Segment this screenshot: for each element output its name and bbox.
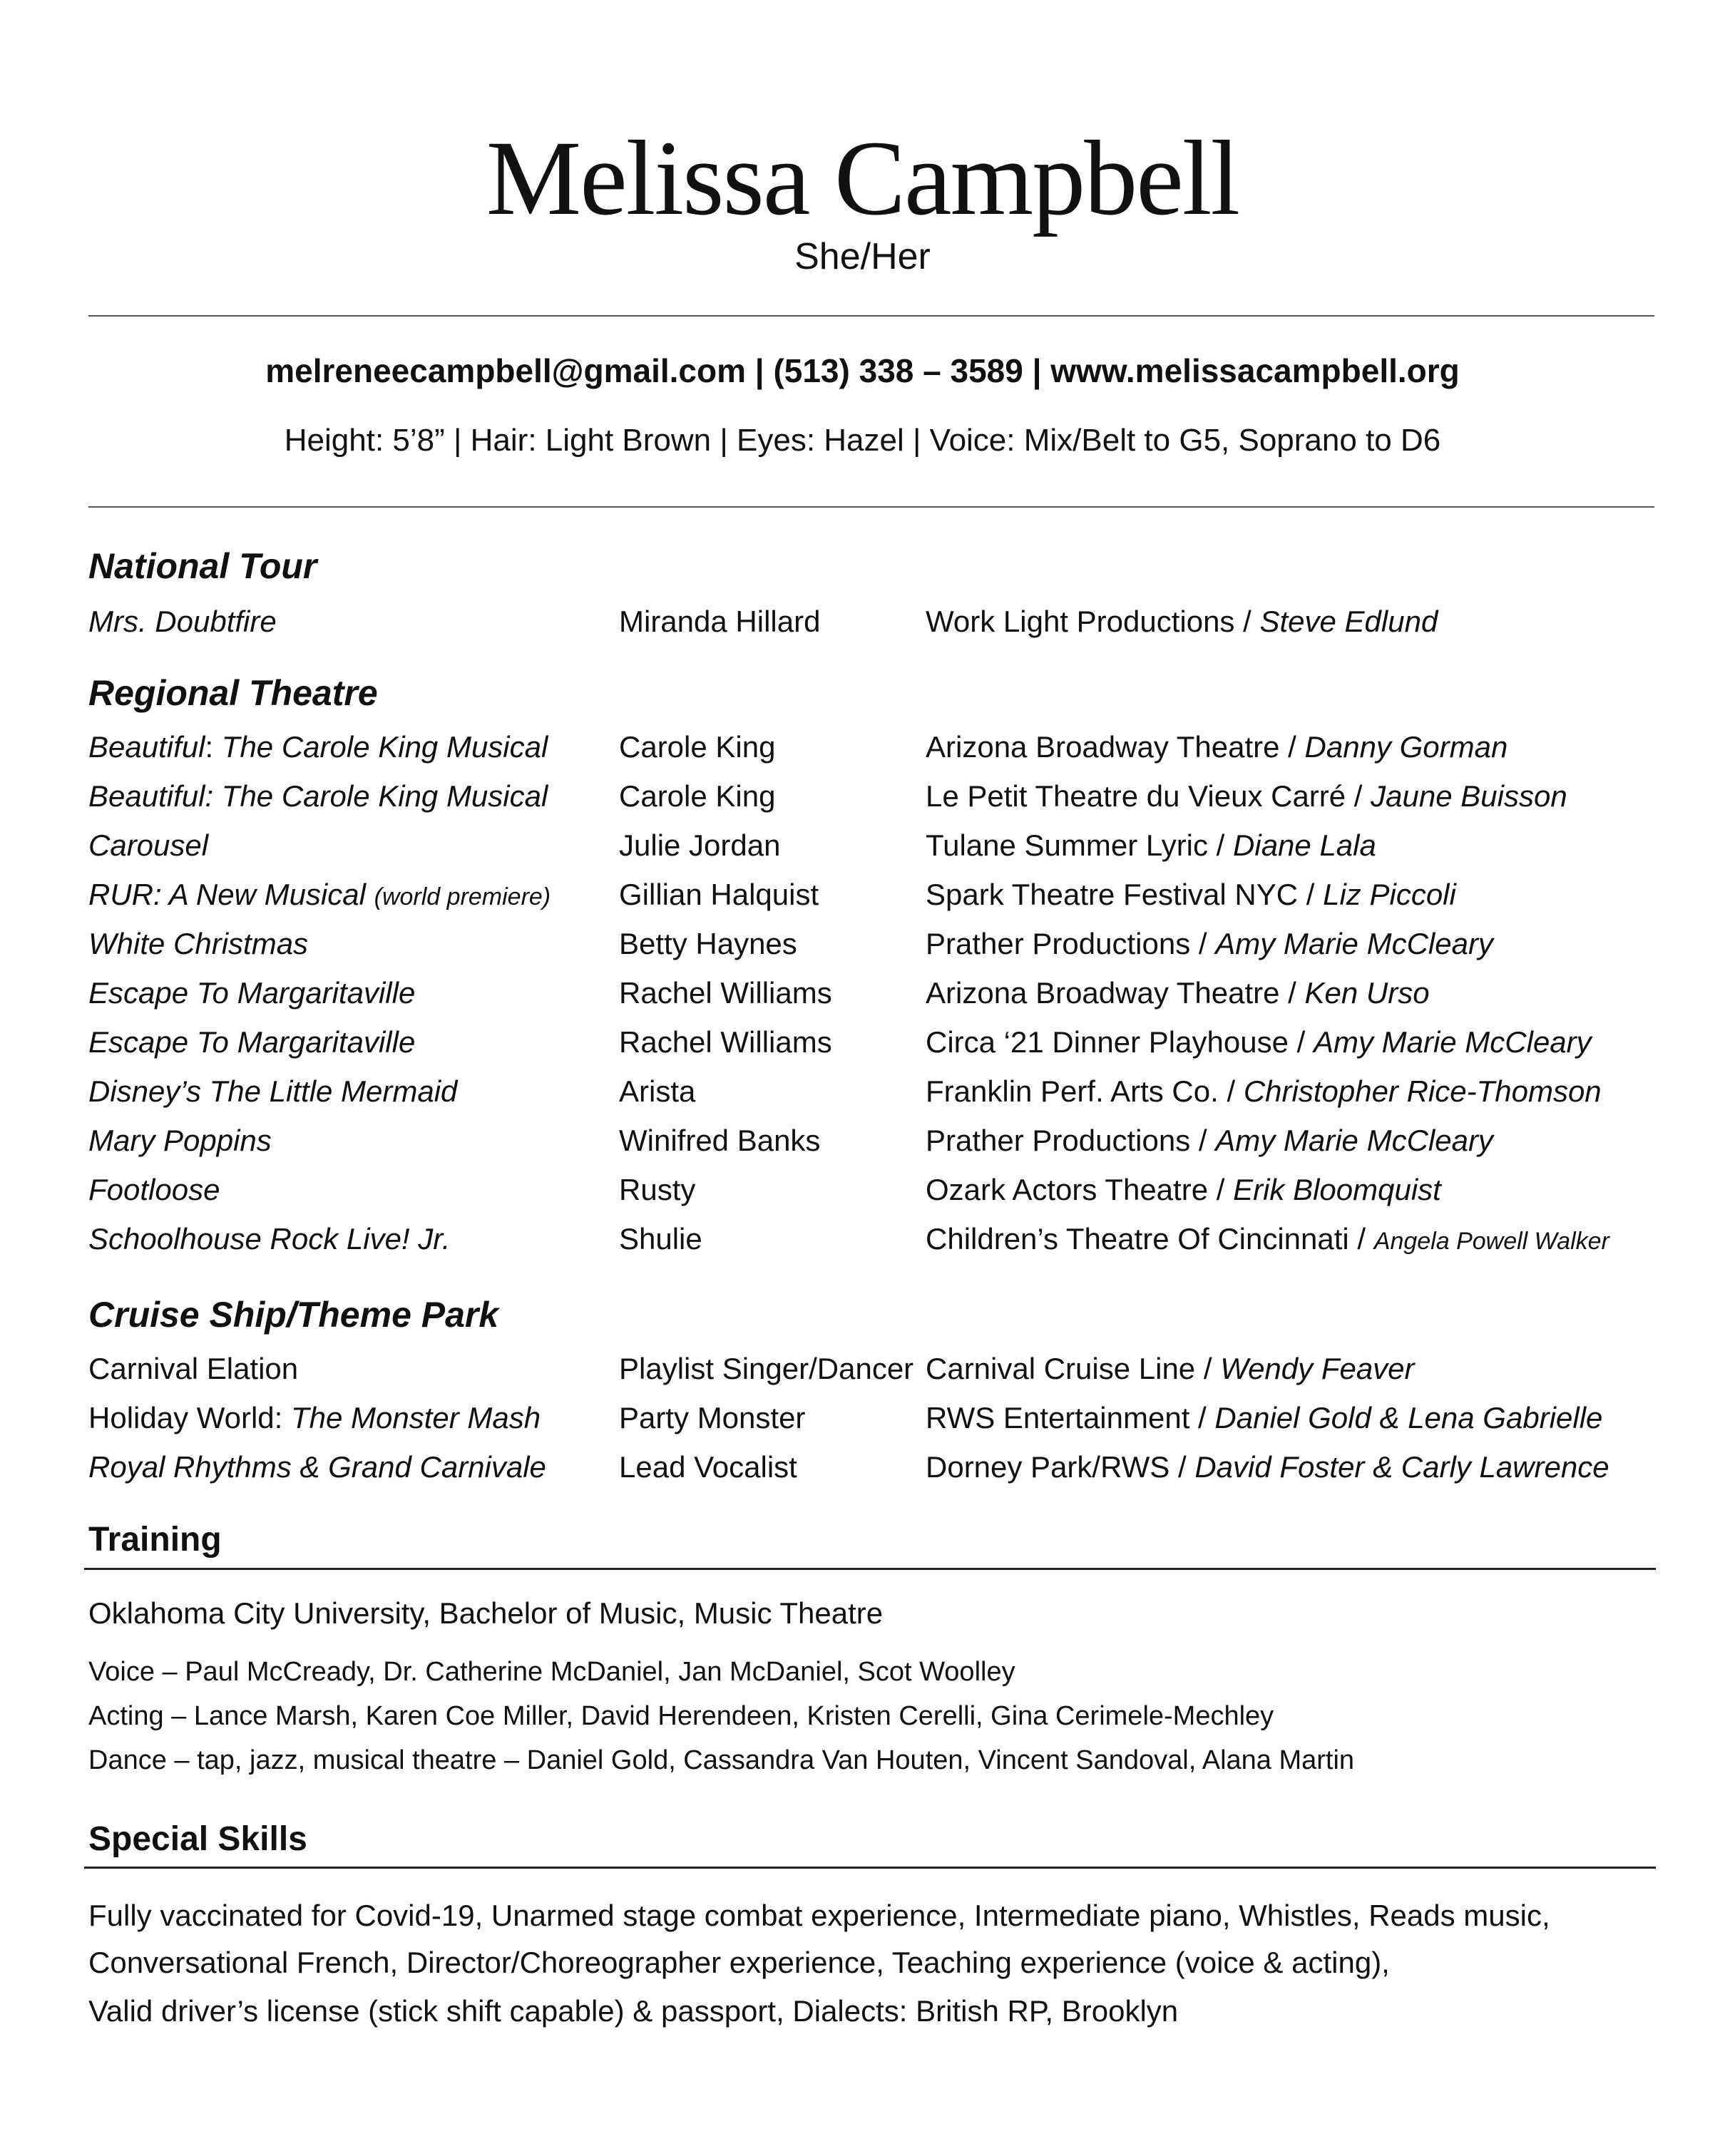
credit-row (0, 1166, 1725, 1214)
director: Danny Gorman (1304, 730, 1508, 764)
company: Spark Theatre Festival NYC / Liz Piccoli (926, 878, 1456, 911)
director: Christopher Rice-Thomson (1243, 1074, 1602, 1108)
company: Franklin Perf. Arts Co. / Christopher Rice-Thomson (926, 1074, 1602, 1108)
stats-line: Height: 5’8” | Hair: Light Brown | Eyes: Hazel | Voice: Mix/Belt to G5, Soprano to D6 (284, 423, 1441, 458)
role: Winifred Banks (619, 1124, 821, 1157)
show-title: Escape To Margaritaville (88, 976, 416, 1010)
director: Amy Marie McCleary (1313, 1025, 1592, 1059)
company: Ozark Actors Theatre / Erik Bloomquist (926, 1173, 1441, 1206)
role: Gillian Halquist (619, 878, 819, 911)
show-title: RUR: A New Musical (world premiere) (88, 878, 551, 911)
show-title: Escape To Margaritaville (88, 1025, 416, 1059)
section-title-cruise-theme-park: Cruise Ship/Theme Park (88, 1295, 499, 1335)
role: Lead Vocalist (619, 1450, 797, 1484)
company: Le Petit Theatre du Vieux Carré / Jaune Buisson (926, 779, 1567, 813)
director: Diane Lala (1233, 828, 1376, 862)
contact-line: melreneecampbell@gmail.com | (513) 338 – 3589 | www.melissacampbell.org (265, 352, 1460, 389)
director: David Foster & Carly Lawrence (1194, 1450, 1609, 1484)
skills-line: Fully vaccinated for Covid-19, Unarmed stage combat experience, Intermediate piano, Whistles, Reads music, (88, 1899, 1550, 1932)
header-divider-bottom (88, 506, 1654, 508)
company: Arizona Broadway Theatre / Ken Urso (926, 976, 1430, 1010)
show-title: Royal Rhythms & Grand Carnivale (88, 1450, 546, 1484)
company: Work Light Productions / Steve Edlund (926, 605, 1438, 638)
role: Carole King (619, 779, 776, 813)
training-degree: Oklahoma City University, Bachelor of Music, Music Theatre (88, 1596, 884, 1630)
credit-row (0, 821, 1725, 870)
director: Amy Marie McCleary (1215, 1124, 1493, 1157)
company: Tulane Summer Lyric / Diane Lala (926, 828, 1376, 862)
pronouns: She/Her (794, 236, 931, 277)
show-title: Carousel (88, 828, 209, 862)
show-title: Holiday World: The Monster Mash (88, 1401, 541, 1434)
credit-row (0, 597, 1725, 646)
role: Playlist Singer/Dancer (619, 1352, 914, 1385)
credit-row (0, 920, 1725, 968)
credit-row (0, 1116, 1725, 1165)
show-title: Carnival Elation (88, 1352, 299, 1385)
company: Prather Productions / Amy Marie McCleary (926, 927, 1493, 960)
director: Steve Edlund (1259, 605, 1438, 638)
role: Rachel Williams (619, 1025, 832, 1059)
company: Prather Productions / Amy Marie McCleary (926, 1124, 1493, 1157)
role: Party Monster (619, 1401, 806, 1434)
role: Carole King (619, 730, 776, 764)
training-rule (84, 1568, 1656, 1570)
section-title-training: Training (88, 1521, 222, 1559)
director: Jaune Buisson (1371, 779, 1567, 813)
skills-rule (84, 1867, 1656, 1869)
section-title-special-skills: Special Skills (88, 1820, 307, 1858)
credit-row (0, 1215, 1725, 1263)
show-title: White Christmas (88, 927, 309, 960)
show-title: Mary Poppins (88, 1124, 272, 1157)
show-title: Footloose (88, 1173, 220, 1206)
show-title: Schoolhouse Rock Live! Jr. (88, 1222, 451, 1256)
company: Carnival Cruise Line / Wendy Feaver (926, 1352, 1415, 1385)
skills-line: Valid driver’s license (stick shift capable) & passport, Dialects: British RP, Brooklyn (88, 1994, 1179, 2028)
director: Amy Marie McCleary (1215, 927, 1493, 960)
credit-row (0, 969, 1725, 1017)
section-title-regional-theatre: Regional Theatre (88, 673, 378, 713)
show-title: Beautiful: The Carole King Musical (88, 779, 548, 813)
credit-row (0, 723, 1725, 771)
role: Julie Jordan (619, 828, 781, 862)
credit-row (0, 871, 1725, 919)
company: Children’s Theatre Of Cincinnati / Angela Powell Walker (926, 1222, 1609, 1256)
credit-row (0, 1067, 1725, 1116)
show-title: Beautiful: The Carole King Musical (88, 730, 548, 764)
company: Arizona Broadway Theatre / Danny Gorman (926, 730, 1508, 764)
director: Wendy Feaver (1220, 1352, 1415, 1385)
role: Betty Haynes (619, 927, 797, 960)
director: Erik Bloomquist (1233, 1173, 1441, 1206)
director: Daniel Gold & Lena Gabrielle (1214, 1401, 1603, 1434)
company: Dorney Park/RWS / David Foster & Carly Lawrence (926, 1450, 1609, 1484)
director: Liz Piccoli (1323, 878, 1456, 911)
resume-name: Melissa Campbell (486, 119, 1239, 237)
show-title: Mrs. Doubtfire (88, 605, 277, 638)
director: Ken Urso (1304, 976, 1430, 1010)
company: RWS Entertainment / Daniel Gold & Lena Gabrielle (926, 1401, 1603, 1434)
skills-line: Conversational French, Director/Choreographer experience, Teaching experience (voice & acting), (88, 1946, 1390, 1979)
company: Circa ‘21 Dinner Playhouse / Amy Marie McCleary (926, 1025, 1592, 1059)
director: Angela Powell Walker (1373, 1228, 1609, 1255)
role: Shulie (619, 1222, 702, 1256)
role: Rachel Williams (619, 976, 832, 1010)
credit-row (0, 1345, 1725, 1393)
training-voice: Voice – Paul McCready, Dr. Catherine McDaniel, Jan McDaniel, Scot Woolley (88, 1657, 1015, 1687)
show-title: Disney’s The Little Mermaid (88, 1074, 458, 1108)
training-dance: Dance – tap, jazz, musical theatre – Daniel Gold, Cassandra Van Houten, Vincent Sandoval, Alana Martin (88, 1745, 1355, 1775)
training-acting: Acting – Lance Marsh, Karen Coe Miller, David Herendeen, Kristen Cerelli, Gina Cerimele-Mechley (88, 1701, 1274, 1731)
header-divider-top (88, 315, 1654, 317)
credit-row (0, 1443, 1725, 1492)
credit-row (0, 772, 1725, 821)
show-note: (world premiere) (374, 883, 551, 910)
credit-row (0, 1018, 1725, 1067)
role: Miranda Hillard (619, 605, 821, 638)
section-title-national-tour: National Tour (88, 546, 317, 586)
role: Arista (619, 1074, 696, 1108)
role: Rusty (619, 1173, 696, 1206)
credit-row (0, 1394, 1725, 1442)
